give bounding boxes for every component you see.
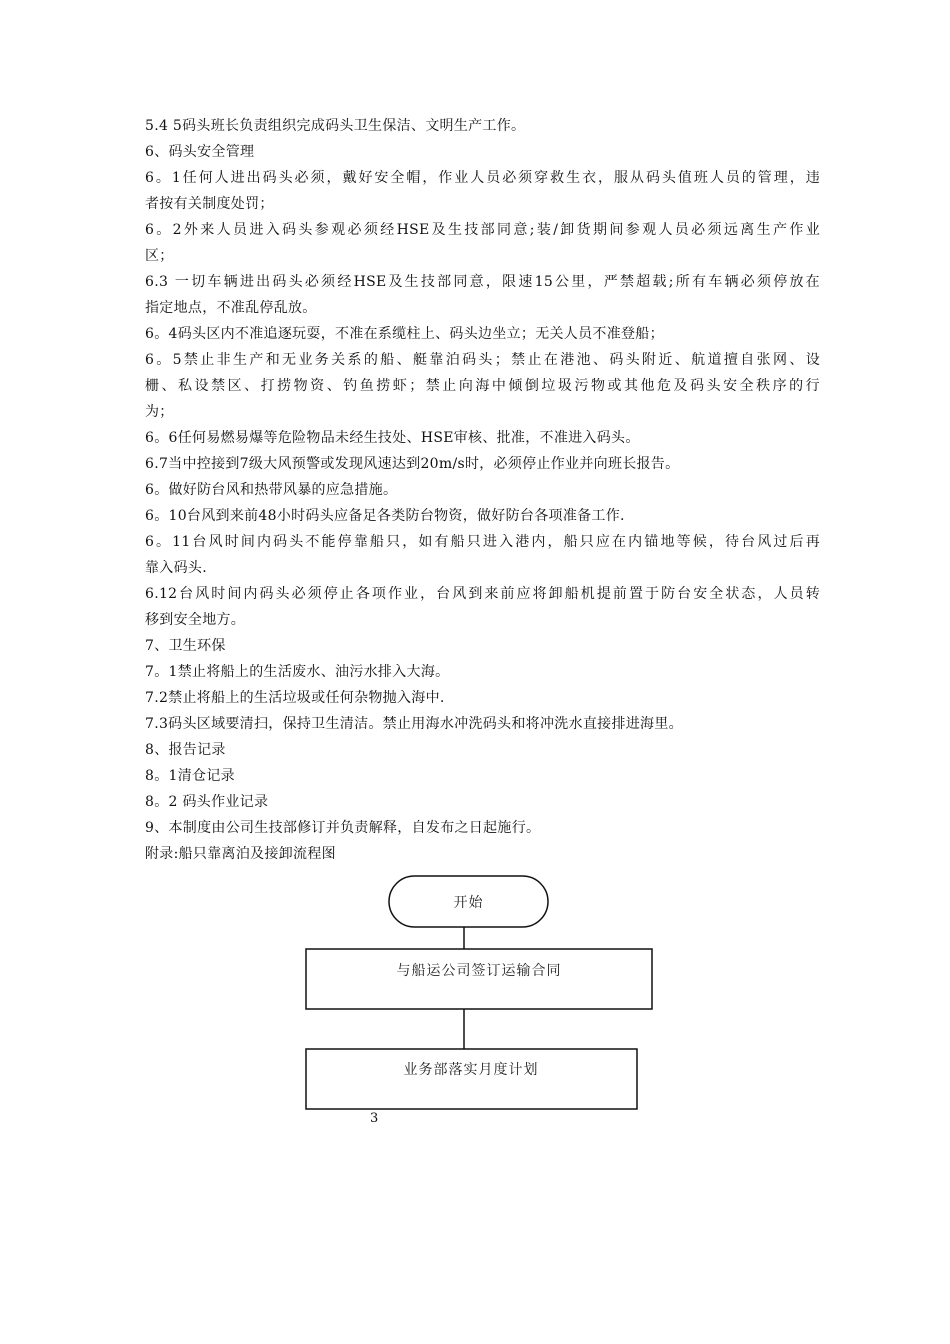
para-8-2: 8。2 码头作业记录	[145, 794, 269, 810]
para-6-6: 6。6任何易燃易爆等危险物品未经生技处、HSE审核、批准，不准进入码头。	[145, 430, 640, 446]
para-6-4: 6。4码头区内不准追逐玩耍，不准在系缆柱上、码头边坐立；无关人员不准登船；	[145, 326, 664, 342]
para-6-1-line2: 者按有关制度处罚；	[145, 196, 274, 212]
para-6-5-line2: 栅、私设禁区、打捞物资、钓鱼捞虾；禁止向海中倾倒垃圾污物或其他危及码头安全秩序的行	[145, 378, 820, 394]
section-8-heading: 8、报告记录	[145, 742, 226, 758]
flow-step1-shape	[306, 949, 652, 1009]
para-6-1-line1: 6。1任何人进出码头必须，戴好安全帽，作业人员必须穿救生衣，服从码头值班人员的管理，违	[145, 170, 820, 186]
para-6-7: 6.7当中控接到7级大风预警或发现风速达到20m/s时，必须停止作业并向班长报告。	[145, 456, 680, 472]
para-6-11-line2: 靠入码头.	[145, 560, 207, 576]
para-6-11-line1: 6。11台风时间内码头不能停靠船只，如有船只进入港内，船只应在内锚地等候，待台风过后再	[145, 534, 820, 550]
para-6-3-line2: 指定地点，不准乱停乱放。	[145, 300, 317, 316]
para-7-1: 7。1禁止将船上的生活废水、油污水排入大海。	[145, 664, 450, 680]
para-8-1: 8。1清仓记录	[145, 768, 235, 784]
para-7-3: 7.3码头区域要清扫，保持卫生清洁。禁止用海水冲洗码头和将冲洗水直接排进海里。	[145, 716, 683, 732]
para-5-4: 5.4 5码头班长负责组织完成码头卫生保洁、文明生产工作。	[145, 118, 526, 134]
para-6-8: 6。做好防台风和热带风暴的应急措施。	[145, 482, 398, 498]
para-6-3-line1: 6.3 一切车辆进出码头必须经HSE及生技部同意，限速15公里，严禁超载;所有车辆必须停放在	[145, 274, 820, 290]
para-9: 9、本制度由公司生技部修订并负责解释，自发布之日起施行。	[145, 820, 541, 836]
para-6-12-line2: 移到安全地方。	[145, 612, 246, 628]
section-7-heading: 7、卫生环保	[145, 638, 226, 654]
para-6-2-line1: 6。2外来人员进入码头参观必须经HSE及生技部同意;装/卸货期间参观人员必须远离生产作业	[145, 222, 820, 238]
appendix-title: 附录:船只靠离泊及接卸流程图	[145, 846, 336, 862]
flow-step2-shape	[306, 1049, 637, 1109]
para-6-2-line2: 区；	[145, 248, 174, 264]
para-6-10: 6。10台风到来前48小时码头应备足各类防台物资，做好防台各项准备工作.	[145, 508, 625, 524]
para-6-12-line1: 6.12台风时间内码头必须停止各项作业，台风到来前应将卸船机提前置于防台安全状态，人员转	[145, 586, 820, 602]
section-6-heading: 6、码头安全管理	[145, 144, 255, 160]
para-6-5-line1: 6。5禁止非生产和无业务关系的船、艇靠泊码头；禁止在港池、码头附近、航道擅自张网、设	[145, 352, 820, 368]
flow-step1-label: 与船运公司签订运输合同	[396, 963, 562, 979]
para-7-2: 7.2禁止将船上的生活垃圾或任何杂物抛入海中.	[145, 690, 445, 706]
page-number: 3	[370, 1111, 379, 1126]
flow-step2-label: 业务部落实月度计划	[403, 1062, 539, 1078]
para-6-5-line3: 为；	[145, 404, 174, 420]
flow-start-label: 开始	[453, 895, 484, 911]
